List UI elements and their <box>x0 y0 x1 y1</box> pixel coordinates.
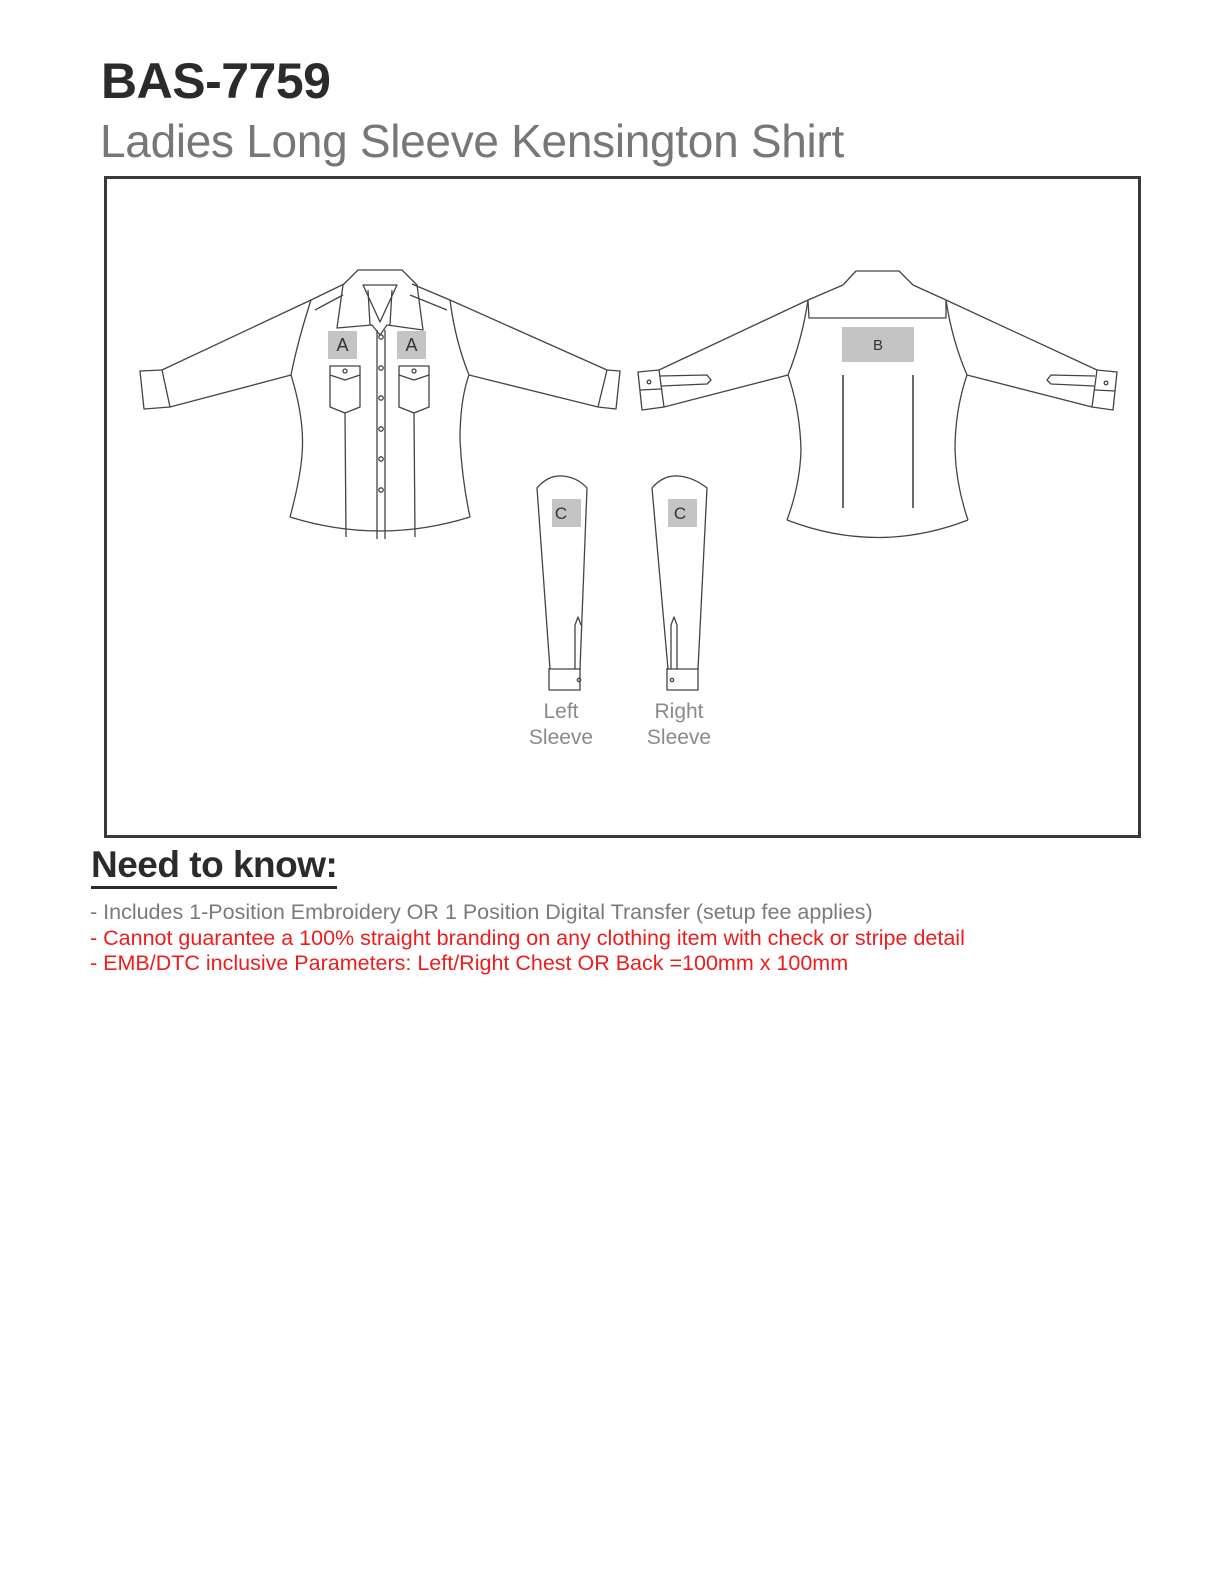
note-item: - Includes 1-Position Embroidery OR 1 Position Digital Transfer (setup fee applies) <box>90 900 873 924</box>
zone-a-left-label: A <box>336 335 349 355</box>
button <box>379 488 383 492</box>
back-left-side <box>787 300 808 520</box>
back-right-placket <box>1047 375 1095 386</box>
product-name: Ladies Long Sleeve Kensington Shirt <box>100 115 844 167</box>
button <box>379 457 383 461</box>
button <box>379 335 383 339</box>
right-sleeve-caption-line2: Sleeve <box>646 726 712 749</box>
shirt-front-view <box>140 270 620 539</box>
front-left-cuff <box>140 370 170 409</box>
right-sleeve-caption <box>619 699 739 751</box>
need-to-know-list <box>90 900 965 977</box>
garment-diagram-frame <box>104 176 1141 838</box>
back-collar <box>843 271 913 285</box>
zone-c-left-label: C <box>554 504 568 523</box>
front-placket <box>377 330 385 539</box>
zone-b-label: B <box>872 337 884 354</box>
left-sleeve-caption <box>501 699 621 751</box>
button <box>379 427 383 431</box>
shirt-back-view <box>638 271 1117 538</box>
back-hem <box>787 520 968 538</box>
left-sleeve-caption-line1: Left <box>543 700 579 723</box>
back-left-sleeve <box>659 300 808 407</box>
left-sleeve-caption-line2: Sleeve <box>528 726 594 749</box>
back-right-sleeve <box>946 300 1097 407</box>
front-right-side <box>450 300 470 517</box>
zone-c-right-label: C <box>673 504 687 523</box>
note-item: - Cannot guarantee a 100% straight branding on any clothing item with check or stripe detail <box>90 925 965 950</box>
need-to-know-heading: Need to know: <box>91 846 337 889</box>
zone-a-right-label: A <box>405 335 418 355</box>
right-sleeve-caption-line1: Right <box>654 700 704 723</box>
button <box>379 396 383 400</box>
back-left-placket <box>660 375 711 386</box>
front-left-side <box>290 300 311 517</box>
front-right-sleeve <box>450 300 607 407</box>
back-right-side <box>946 300 968 520</box>
front-hem <box>290 517 470 531</box>
back-darts <box>843 375 913 508</box>
right-sleeve-view <box>652 476 707 690</box>
front-left-sleeve <box>162 300 311 407</box>
back-yoke <box>808 300 946 318</box>
front-collar <box>337 270 423 335</box>
left-sleeve-view <box>537 476 587 690</box>
button <box>379 366 383 370</box>
front-right-cuff <box>598 370 620 409</box>
front-right-shoulder <box>410 284 450 310</box>
product-code: BAS-7759 <box>101 53 331 109</box>
note-item: - EMB/DTC inclusive Parameters: Left/Right Chest OR Back =100mm x 100mm <box>90 951 849 975</box>
front-left-shoulder <box>311 284 344 310</box>
